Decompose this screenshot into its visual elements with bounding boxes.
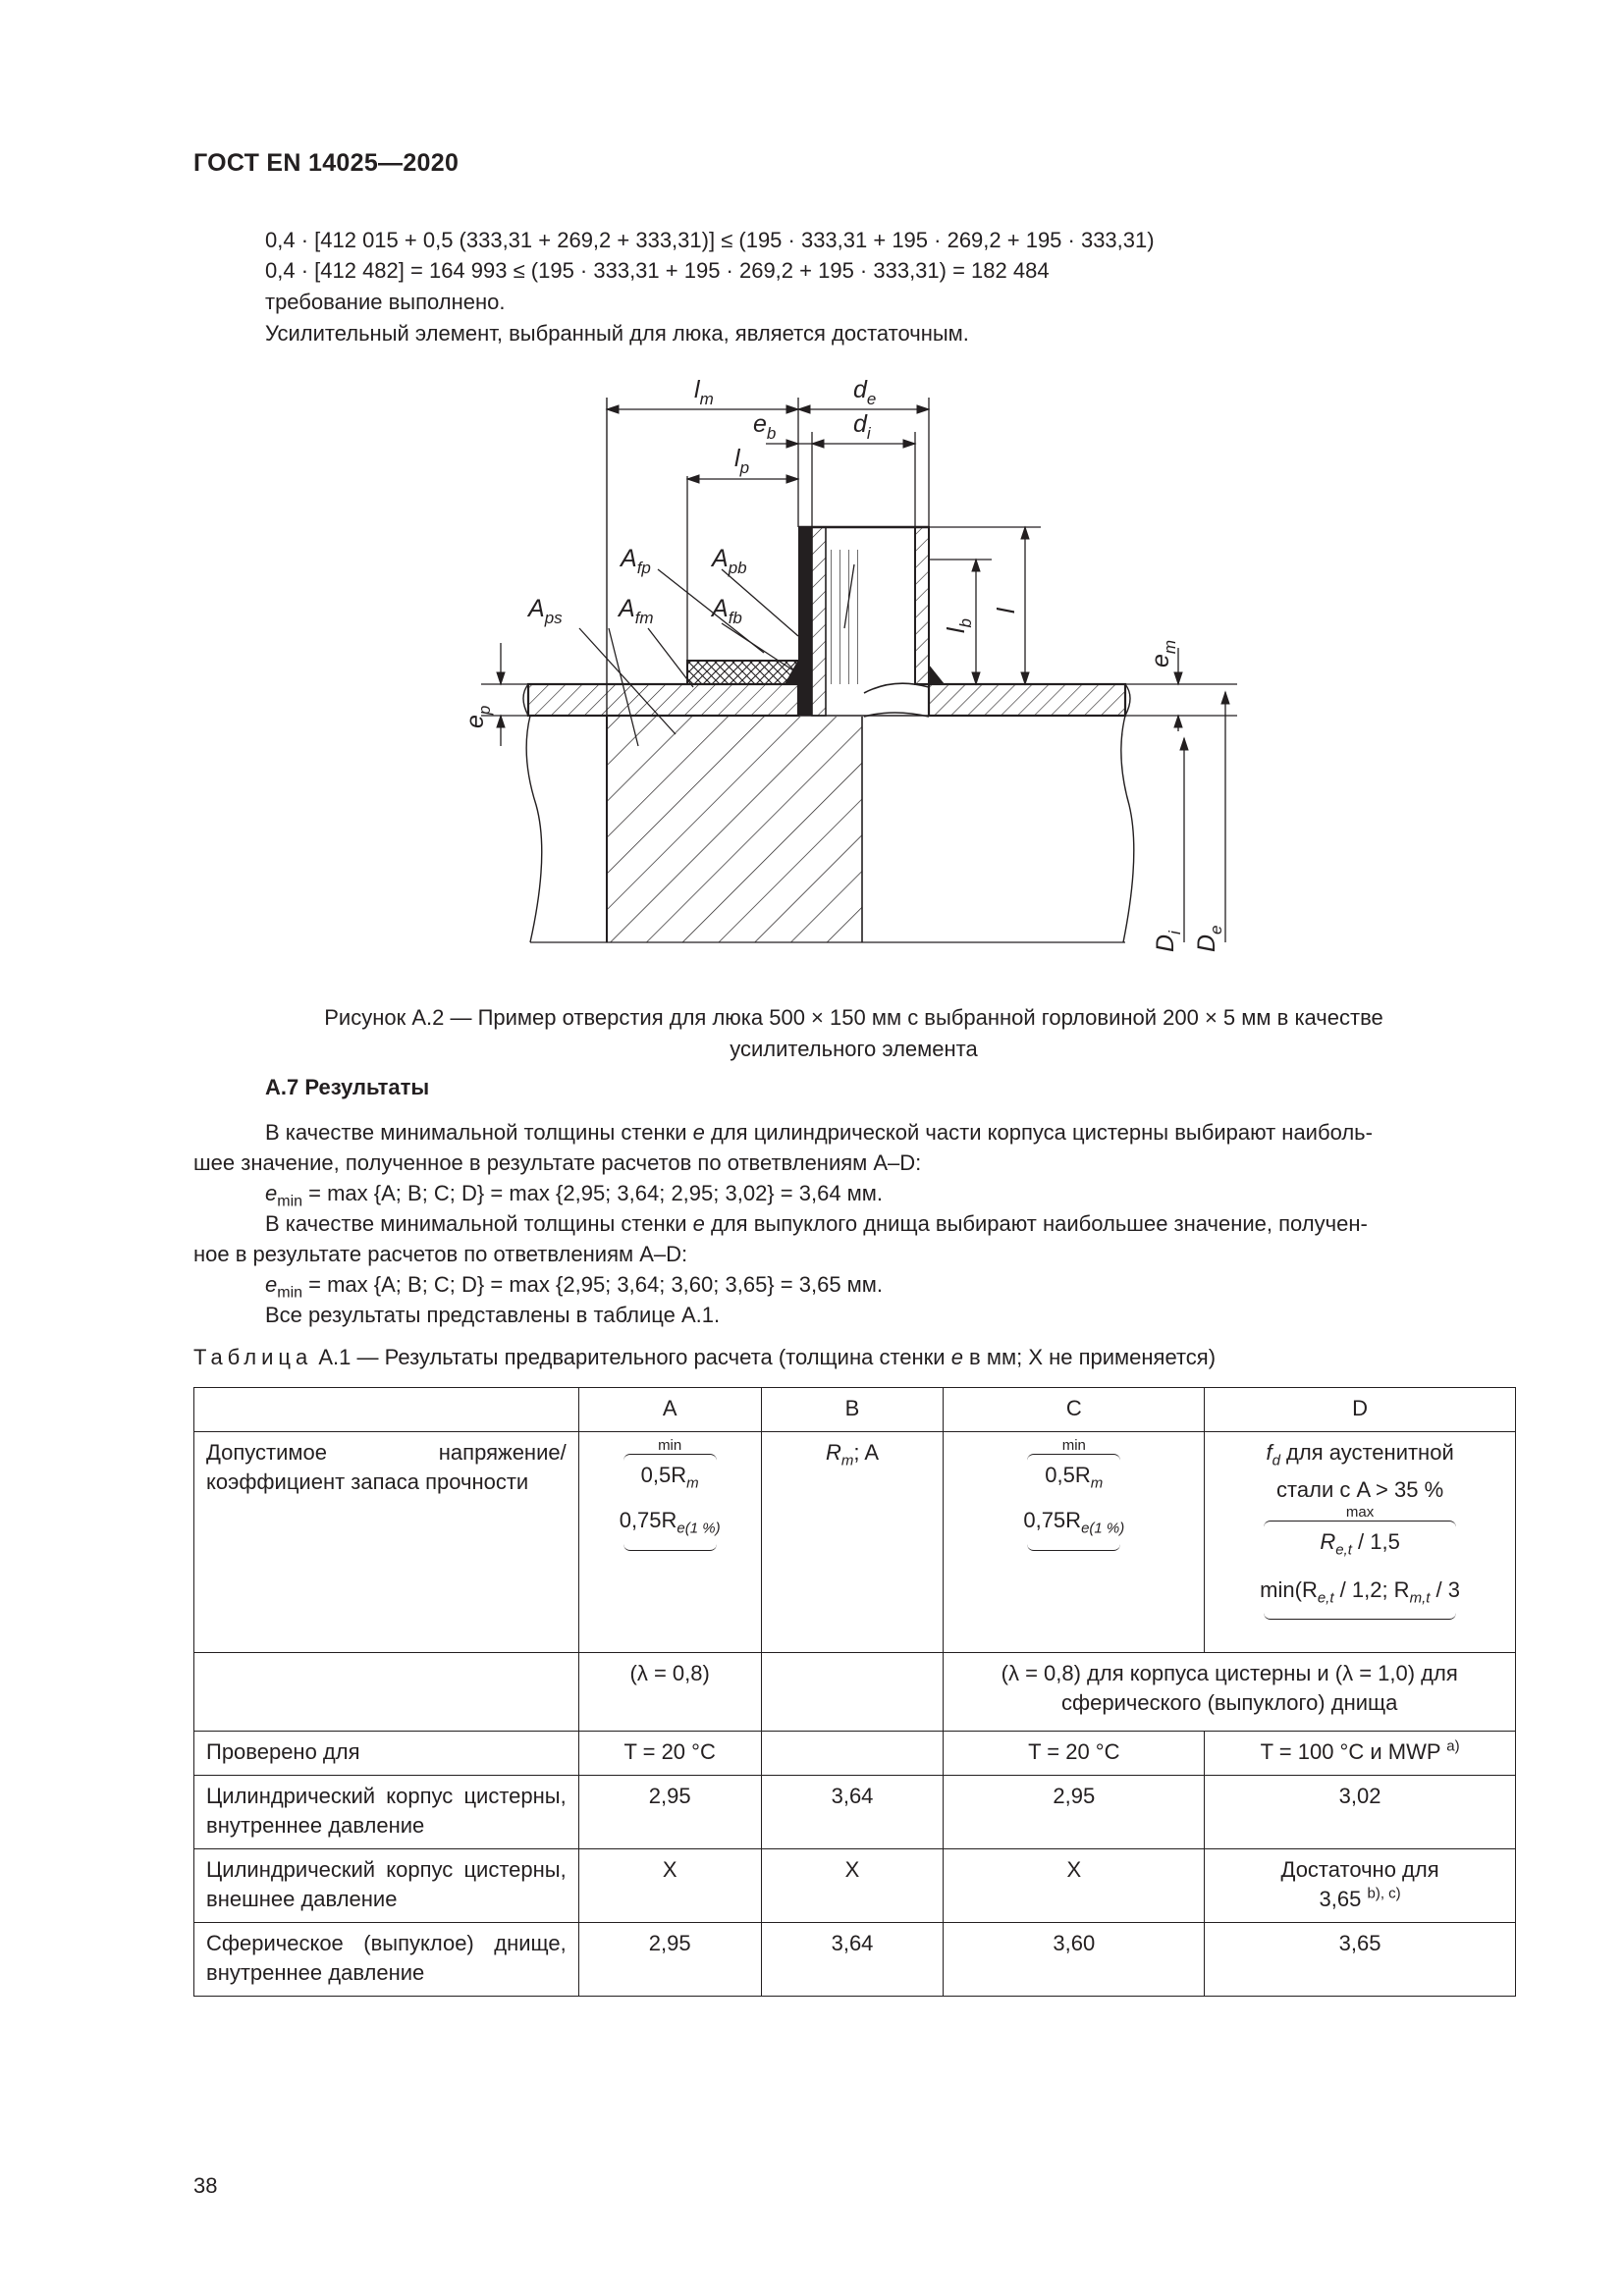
cell-b-checked: [761, 1732, 944, 1776]
manhole-reinforcement-drawing: [0, 0, 1624, 982]
cell-d-sph-internal: 3,65: [1205, 1923, 1516, 1997]
row-label-cyl-external: Цилиндрический корпус цистерны, внешнее давление: [194, 1849, 579, 1923]
calc-line-1: 0,4 · [412 015 + 0,5 (333,31 + 269,2 + 333,31)] ≤ (195 · 333,31 + 195 · 269,2 + 195 · 333,31): [265, 228, 1155, 252]
cell-b-cyl-external: X: [761, 1849, 944, 1923]
nozzle-wall-left: [798, 527, 812, 716]
cell-b-cyl-internal: 3,64: [761, 1776, 944, 1849]
cell-b-lambda: [761, 1653, 944, 1732]
hatched-section: [607, 717, 862, 942]
formula-emin-1: $e_{min} = \max \{A$; B; C; D} = max {2,95; 3,64; 2,95; 3,02} = 3,64 мм.: [265, 1181, 884, 1210]
label-lp: $l_p$: [734, 445, 750, 477]
row-label-lambda-empty: [194, 1653, 579, 1732]
label-apb: $A_{pb}$: [712, 545, 747, 577]
row-label-sph-internal: Сферическое (выпуклое) днище, внутреннее давление: [194, 1923, 579, 1997]
label-ep: $e_p$: [461, 705, 494, 728]
shell-plate-left: [528, 684, 798, 716]
figure-caption-line-2: усилительного элемента: [730, 1037, 978, 1061]
row-label-checked: Проверено для: [194, 1732, 579, 1776]
col-header-d: D: [1205, 1388, 1516, 1432]
label-De: $D_e$: [1193, 925, 1225, 952]
cell-a-lambda: (λ = 0,8): [578, 1653, 761, 1732]
label-l: l: [993, 608, 1020, 614]
cell-a-checked: T = 20 °C: [578, 1732, 761, 1776]
table-row: [194, 1849, 1516, 1923]
label-Di: $D_i$: [1152, 931, 1184, 952]
table-row: [194, 1653, 1516, 1732]
table-header-empty: [194, 1388, 579, 1432]
table-caption: Таблица А.1 — Результаты предварительного расчета (толщина стенки e в мм; X не применяется): [193, 1345, 1217, 1369]
cell-d-checked: T = 100 °C и MWP $^{a)}$: [1205, 1732, 1516, 1776]
col-header-c: C: [944, 1388, 1205, 1432]
label-de: $d_e$: [853, 376, 877, 408]
label-di: $d_i$: [853, 410, 871, 443]
cell-a-stress: min $0,5R_m$ $0,75R_{e(1 \%)}$: [578, 1432, 761, 1653]
cell-d-cyl-external: Достаточно для 3,65 $^{b), c)}$: [1205, 1849, 1516, 1923]
cell-c-checked: T = 20 °C: [944, 1732, 1205, 1776]
para-2-line-1: В качестве минимальной толщины стенки e для выпуклого днища выбирают наибольшее значение, получен-: [265, 1211, 1368, 1236]
cell-c-stress: min $0,5R_m$ $0,75R_{e(1 \%)}$: [944, 1432, 1205, 1653]
label-aps: $A_{ps}$: [528, 595, 563, 627]
cell-a-cyl-internal: 2,95: [578, 1776, 761, 1849]
page-number: 38: [193, 2173, 218, 2198]
document-header: ГОСТ EN 14025—2020: [193, 149, 460, 177]
para-2-line-2: ное в результате расчетов по ответвлениям A–D:: [193, 1242, 688, 1266]
cell-cd-lambda: (λ = 0,8) для корпуса цистерны и (λ = 1,0) для сферического (выпуклого) днища: [944, 1653, 1516, 1732]
col-header-b: B: [761, 1388, 944, 1432]
cell-a-cyl-external: X: [578, 1849, 761, 1923]
label-afb: $A_{fb}$: [712, 595, 742, 627]
results-table: [193, 1387, 1516, 1997]
table-row: [194, 1923, 1516, 1997]
calc-line-2: 0,4 · [412 482] = 164 993 ≤ (195 · 333,31 + 195 · 269,2 + 195 · 333,31) = 182 484: [265, 258, 1050, 283]
table-row: [194, 1732, 1516, 1776]
weld-right: [929, 665, 945, 684]
cell-c-cyl-external: X: [944, 1849, 1205, 1923]
cell-c-cyl-internal: 2,95: [944, 1776, 1205, 1849]
label-em: $e_m$: [1147, 639, 1179, 667]
para-1-line-1: В качестве минимальной толщины стенки e для цилиндрической части корпуса цистерны выбирают наиболь-: [265, 1120, 1373, 1145]
table-row: [194, 1776, 1516, 1849]
para-1-line-2: шее значение, полученное в результате расчетов по ответвлениям A–D:: [193, 1150, 922, 1175]
label-lm: $l_m$: [694, 376, 714, 408]
cell-b-sph-internal: 3,64: [761, 1923, 944, 1997]
calc-line-3: требование выполнено.: [265, 290, 506, 314]
row-label-cyl-internal: Цилиндрический корпус цистерны, внутреннее давление: [194, 1776, 579, 1849]
cell-d-cyl-internal: 3,02: [1205, 1776, 1516, 1849]
label-eb: $e_b$: [753, 410, 777, 443]
nozzle-wall-right: [915, 527, 929, 684]
row-label-stress: Допустимое напряжение/ коэффициент запаса прочности: [194, 1432, 579, 1653]
calc-line-4: Усилительный элемент, выбранный для люка, является достаточным.: [265, 321, 969, 346]
shell-plate-right: [929, 684, 1125, 716]
table-row: [194, 1432, 1516, 1653]
label-afm: $A_{fm}$: [619, 595, 654, 627]
para-3: Все результаты представлены в таблице А.1.: [265, 1303, 721, 1327]
table-header-row: [194, 1388, 1516, 1432]
cell-d-stress: $f_d$ для аустенитной стали с A > 35 % max $R_{e,t} / 1,5$ $\min(R_{e,t} / 1,2$; $R_{m,t} / 3$: [1205, 1432, 1516, 1653]
cell-a-sph-internal: 2,95: [578, 1923, 761, 1997]
label-afp: $A_{fp}$: [621, 545, 651, 577]
reinforcing-pad: [687, 661, 798, 684]
label-lb: $l_b$: [943, 617, 975, 633]
cell-b-stress: $R_m$; A: [761, 1432, 944, 1653]
cell-c-sph-internal: 3,60: [944, 1923, 1205, 1997]
formula-emin-2: $e_{min} = \max \{A$; B; C; D} = max {2,95; 3,64; 3,60; 3,65} = 3,65 мм.: [265, 1272, 884, 1302]
col-header-a: A: [578, 1388, 761, 1432]
figure-caption-line-1: Рисунок А.2 — Пример отверстия для люка 500 × 150 мм с выбранной горловиной 200 × 5 мм в качестве: [324, 1005, 1383, 1030]
section-title: А.7 Результаты: [265, 1075, 430, 1099]
